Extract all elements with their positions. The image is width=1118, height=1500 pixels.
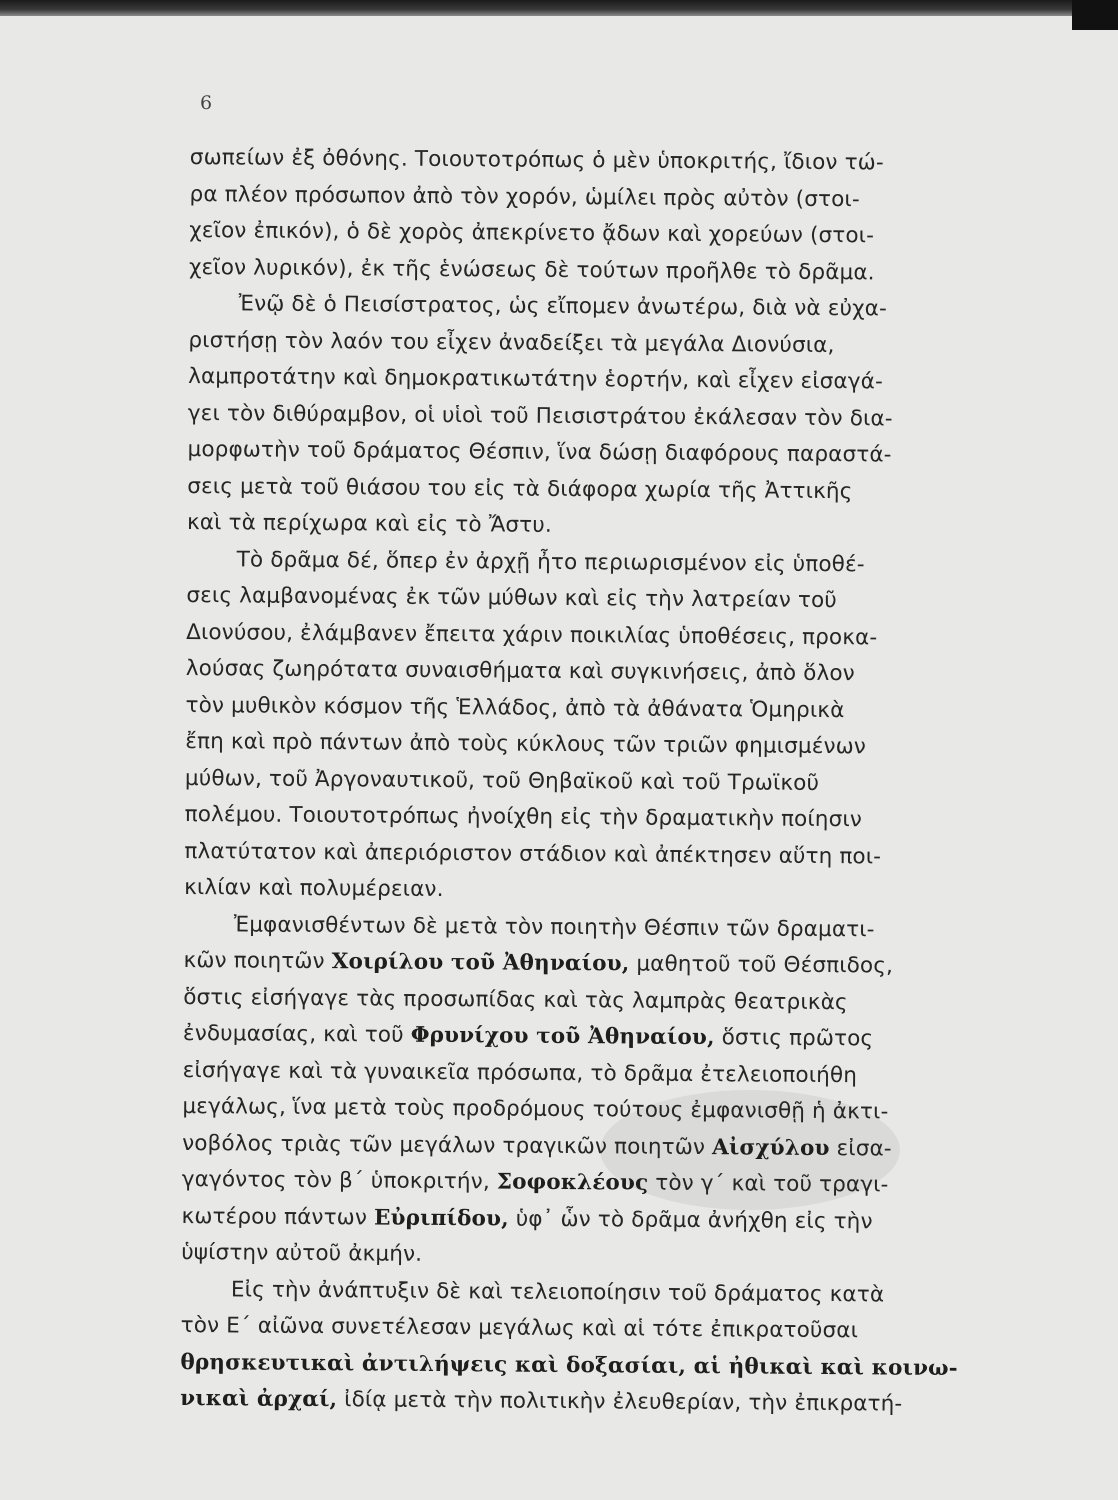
text-segment: κῶν ποιητῶν [183, 947, 332, 975]
text-line [188, 359, 1018, 402]
scan-corner-shadow [1072, 0, 1118, 30]
text-line [187, 505, 1017, 548]
text-segment: ριστήσῃ τὸν λαόν του εἶχεν ἀναδείξει τὰ μεγάλα Διονύσια, [188, 327, 835, 358]
text-line [181, 1235, 1011, 1278]
bold-text: θρησκευτικαὶ ἀντιλήψεις καὶ δοξασίαι, αἱ ἠθικαὶ καὶ κοινω- [180, 1349, 958, 1381]
text-segment: Ἐμφανισθέντων δὲ μετὰ τὸν ποιητὴν Θέσπιν τῶν δραματι- [233, 911, 875, 942]
text-line [189, 213, 1019, 256]
text-segment: ἐνδυμασίας, καὶ τοῦ [182, 1020, 411, 1048]
text-segment: κωτέρου πάντων [181, 1203, 375, 1230]
text-segment: ρα πλέον πρόσωπον ἀπὸ τὸν χορόν, ὡμίλει πρὸς αὐτὸν (στοι- [189, 181, 860, 212]
text-line [190, 140, 1020, 183]
bold-text: Σοφοκλέους [496, 1169, 649, 1196]
text-segment: εἰσήγαγε καὶ τὰ γυναικεῖα πρόσωπα, τὸ δρᾶμα ἐτελειοποιήθη [182, 1057, 858, 1088]
text-segment: τὸν Ε΄ αἰῶνα συνετέλεσαν μεγάλως καὶ αἱ τότε ἐπικρατοῦσαι [180, 1312, 859, 1344]
text-segment: πολέμου. Τοιουτοτρόπως ἠνοίχθη εἰς τὴν δραματικὴν ποίησιν [184, 801, 863, 833]
text-segment: μορφωτὴν τοῦ δράματος Θέσπιν, ἵνα δώσῃ διαφόρους παραστά- [187, 436, 892, 468]
text-line [182, 1089, 1012, 1132]
text-segment: γαγόντος τὸν β΄ ὑποκριτήν, [181, 1166, 497, 1195]
text-line [182, 1162, 1012, 1205]
text-segment: μεγάλως, ἵνα μετὰ τοὺς προδρόμους τούτους ἐμφανισθῇ ἡ ἀκτι- [182, 1093, 889, 1125]
text-segment: καὶ τὰ περίχωρα καὶ εἰς τὸ Ἄστυ. [186, 509, 552, 538]
text-segment: εἰσα- [829, 1135, 892, 1162]
text-line [187, 432, 1017, 475]
text-segment: λούσας ζωηρότατα συναισθήματα καὶ συγκινήσεις, ἀπὸ ὅλον [185, 655, 855, 687]
text-segment: τὸν γ΄ καὶ τοῦ τραγι- [648, 1170, 889, 1198]
text-line [186, 578, 1016, 621]
text-segment: ὑφ᾽ ὧν τὸ δρᾶμα ἀνήχθη εἰς τὴν [508, 1206, 873, 1234]
text-segment: τὸν μυθικὸν κόσμον τῆς Ἑλλάδος, ἀπὸ τὰ ἀθάνατα Ὁμηρικὰ [185, 692, 845, 723]
text-segment: μαθητοῦ τοῦ Θέσπιδος, [629, 951, 894, 979]
text-segment: λαμπροτάτην καὶ δημοκρατικωτάτην ἑορτήν, καὶ εἶχεν εἰσαγά- [188, 363, 884, 395]
text-line [189, 286, 1019, 329]
text-segment: ὅστις εἰσήγαγε τὰς προσωπίδας καὶ τὰς λαμπρὰς θεατρικὰς [183, 984, 848, 1015]
text-segment: Τὸ δρᾶμα δέ, ὅπερ ἐν ἀρχῇ ἦτο περιωρισμένον εἰς ὑποθέ- [236, 546, 865, 577]
text-segment: ὑψίστην αὐτοῦ ἀκμήν. [181, 1239, 423, 1267]
body-text [180, 140, 1020, 1424]
text-segment: κιλίαν καὶ πολυμέρειαν. [184, 874, 444, 903]
bold-text: Εὐριπίδου, [373, 1204, 509, 1232]
bold-text: νικαὶ ἀρχαί, [180, 1385, 338, 1413]
text-segment: ἔπη καὶ πρὸ πάντων ἀπὸ τοὺς κύκλους τῶν τριῶν φημισμένων [185, 728, 867, 760]
text-segment: Ἐνῷ δὲ ὁ Πεισίστρατος, ὡς εἴπομεν ἀνωτέρω, διὰ νὰ εὐχα- [238, 291, 888, 322]
text-segment: μύθων, τοῦ Ἀργοναυτικοῦ, τοῦ Θηβαϊκοῦ καὶ τοῦ Τρωϊκοῦ [184, 765, 820, 796]
text-segment: ἰδίᾳ μετὰ τὴν πολιτικὴν ἐλευθερίαν, τὴν ἐπικρατή- [337, 1387, 903, 1417]
text-segment: ὅστις πρῶτος [714, 1025, 874, 1052]
text-line [184, 870, 1014, 913]
bold-text: Φρυνίχου τοῦ Ἀθηναίου, [410, 1022, 715, 1051]
text-segment: χεῖον ἐπικόν), ὁ δὲ χορὸς ἀπεκρίνετο ᾄδων καὶ χορεύων (στοι- [189, 217, 875, 249]
text-line [185, 797, 1015, 840]
text-line [183, 943, 1013, 986]
text-segment: νοβόλος τριὰς τῶν μεγάλων τραγικῶν ποιητῶν [182, 1130, 713, 1160]
text-segment: χεῖον λυρικόν), ἐκ τῆς ἑνώσεως δὲ τούτων προῆλθε τὸ δρᾶμα. [188, 254, 875, 285]
text-line [181, 1308, 1011, 1351]
text-segment: Διονύσου, ἐλάμβανεν ἔπειτα χάριν ποικιλίας ὑποθέσεις, προκα- [186, 619, 878, 650]
text-line [186, 651, 1016, 694]
text-segment: σεις μετὰ τοῦ θιάσου του εἰς τὰ διάφορα χωρία τῆς Ἀττικῆς [187, 473, 853, 504]
text-line [185, 724, 1015, 767]
text-segment: σωπείων ἐξ ὀθόνης. Τοιουτοτρόπως ὁ μὲν ὑποκριτής, ἴδιον τώ- [189, 144, 884, 176]
text-line [180, 1381, 1010, 1424]
text-segment: γει τὸν διθύραμβον, οἱ υἱοὶ τοῦ Πεισιστράτου ἐκάλεσαν τὸν δια- [187, 400, 893, 432]
bold-text: Αἰσχύλου [711, 1134, 830, 1161]
page-number: 6 [200, 92, 213, 114]
text-segment: πλατύτατον καὶ ἀπεριόριστον στάδιον καὶ ἀπέκτησεν αὕτη ποι- [184, 838, 882, 869]
text-line [183, 1016, 1013, 1059]
text-segment: Εἰς τὴν ἀνάπτυξιν δὲ καὶ τελειοποίησιν τοῦ δράματος κατὰ [230, 1276, 885, 1307]
scan-top-edge [0, 0, 1118, 16]
text-segment: σεις λαμβανομένας ἐκ τῶν μύθων καὶ εἰς τὴν λατρείαν τοῦ [186, 582, 838, 614]
bold-text: Χοιρίλου τοῦ Ἀθηναίου, [331, 949, 630, 977]
